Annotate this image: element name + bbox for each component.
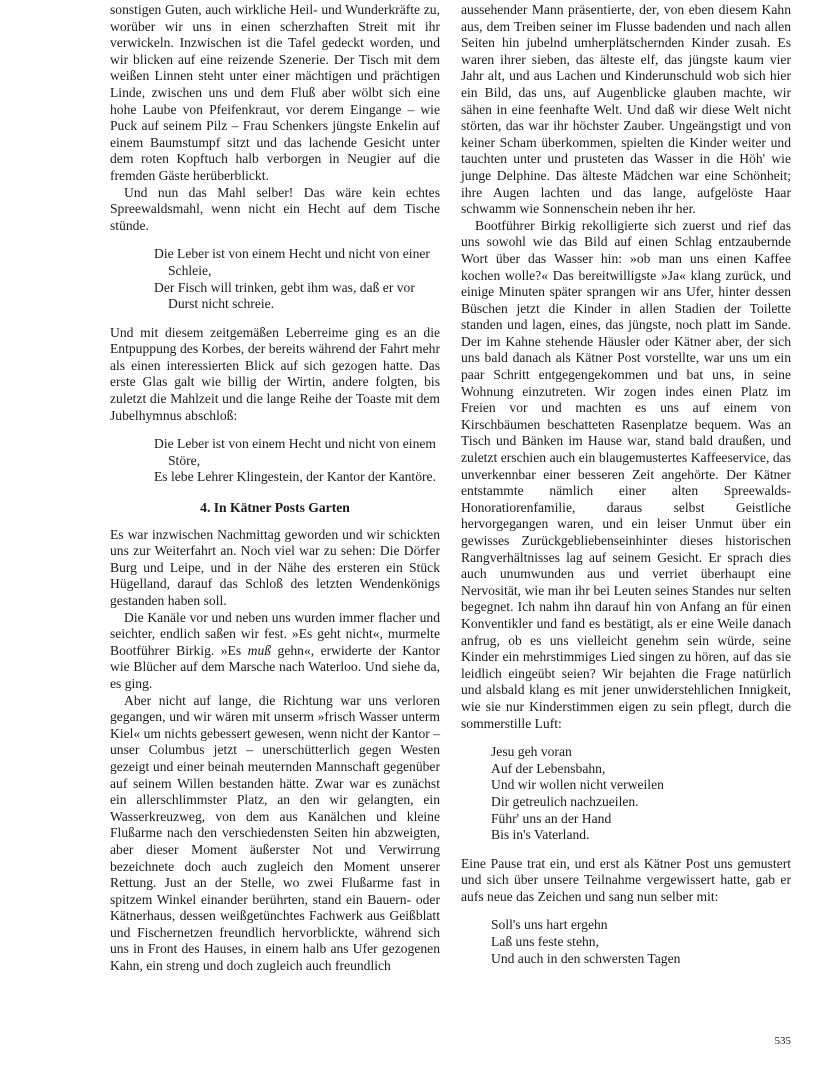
paragraph — [110, 610, 440, 693]
verse-line: Und wir wollen nicht verweilen — [491, 777, 664, 793]
paragraph: Und mit diesem zeitgemäßen Leberreime ging es an die Entpuppung des Korbes, der bereits während der Fahrt mehr als einen interessierten Blick auf sich gezogen hatte. Das erste Glas galt wie billig der Wirtin, andere folgten, bis zuletzt die Mahlzeit und die lange Reihe der Toaste mit dem Jubelhymnus abschloß: — [110, 324, 440, 423]
verse-block — [461, 744, 791, 844]
page-number: 535 — [774, 1035, 791, 1047]
verse-line: Soll's uns hart ergehn — [491, 917, 608, 933]
verse-block — [461, 917, 791, 967]
paragraph: Bootführer Birkig rekolligierte sich zuerst und rief das uns sowohl wie das Bild auf einen Schlag entzaubernde Wort über das Wasser hin: »ob man uns einen Kaffee kochen wolle?« Das bereitwilligste »Ja« klang zurück, und einige Minuten später sprangen wir ans Ufer, hinter dessen Büschen jetzt die Kinder in allen Stadien der Toilette standen und lagen, eines, das jüngste, noch platt im Sande. Der im Kahne stehende Häusler oder Kätner aber, der sich uns bald danach als Kätner Post vorstellte, war uns um ein paar Schritt entgegengekommen und bat uns, in seine Wohnung einzutreten. Wir zogen indes einen Platz im Freien vor und machten es uns auf einem von Kirschbäumen beschatteten Rasenplatze bequem. Was an Tisch und Bänken im Hause war, stand bald draußen, und zuletzt erschien auch ein blaugemustertes Kaffeeservice, das unverkennbar einer besseren Zeit angehörte. Der Kätner entstammte nämlich einer alten Spreewalds-Honoratiorenfamilie, daraus selbst Geistliche hervorgegangen waren, und ein leiser Unmut über ein gewisses Zurückgebliebenseinhinter dieses historischen Rangverhältnisses lag auf seinem Gesicht. Er sprach dies auch unumwunden aus und verriet überhaupt eine Nervosität, wie man ihr bei Leuten seines Standes nur selten begegnet. Ich nahm ihn darauf hin von Anfang an für einen Konventikler und fand es bestätigt, als er eine Weile danach anfrug, ob es uns vielleicht genehm sein würde, seine Kinder ein mehrstimmiges Lied singen zu hören, auf das sie leidlich eingeübt seien? Wir bejahten die Frage natürlich und alsbald klang es mit jener unwiderstehlichen Innigkeit, wie sie nur Kinderstimmen eigen zu sein pflegt, durch die sommerstille Luft: — [461, 217, 791, 731]
verse-line: Auf der Lebensbahn, — [491, 760, 606, 776]
verse-line: Es lebe Lehrer Klingestein, der Kantor der Kantöre. — [154, 469, 436, 485]
verse-line: Jesu geh voran — [491, 744, 572, 760]
left-column — [110, 2, 440, 975]
paragraph: Es war inzwischen Nachmittag geworden und wir schickten uns zur Weiterfahrt an. Noch viel war zu sehen: Die Dörfer Burg und Leipe, und in der Nähe des ersteren ein Stück Hügelland, darauf das Schloß des letzten Wendenkönigs gestanden haben soll. — [110, 526, 440, 608]
paragraph: sonstigen Guten, auch wirkliche Heil- und Wunderkräfte zu, worüber wir uns in einen scherzhaften Streit mit ihr verwickeln. Inzwischen ist die Tafel gedeckt worden, und wir blicken auf eine reizende Szenerie. Der Tisch mit dem weißen Linnen steht unter einer mächtigen und prächtigen Linde, zwischen uns und dem Fluß aber wölbt sich eine hohe Laube von Pfeifenkraut, vor derem Eingange – wie Puck auf seinem Pilz – Frau Schenkers jüngste Enkelin auf einem Baumstumpf sitzt und das lachende Gesicht unter dem roten Kopftuch halb verborgen in Neugier auf die fremden Gäste herüberblickt. — [110, 2, 440, 183]
verse-line: Der Fisch will trinken, gebt ihm was, daß er vor Durst nicht schreie. — [154, 279, 415, 312]
verse-block — [110, 246, 440, 312]
text-run: Die Kanäle vor und neben uns wurden immer flacher und seichter, endlich saßen wir fest. »Es geht nicht«, murmelte Bootführer Birkig. »Es — [110, 609, 440, 658]
verse-line: Und auch in den schwersten Tagen — [491, 950, 681, 966]
paragraph: Eine Pause trat ein, und erst als Kätner Post uns gemustert und sich über unsere Teilnahme vergewissert hatte, gab er aufs neue das Zeichen und sang nun selber mit: — [461, 855, 791, 904]
paragraph: Aber nicht auf lange, die Richtung war uns verloren gegangen, und wir wären mit unserm »frisch Wasser unterm Kiel« um nichts gebessert gewesen, wenn nicht der Kantor – unser Columbus jetzt – unerschütterlich gegen Westen gezeigt und einer beinah meuternden Mannschaft gegenüber auf seinem Willen bestanden hätte. Zwar war es zunächst ein allerschlimmster Platz, an den wir gelangten, ein Wasserkreuzweg, von dem aus Kanälchen und kleine Flußarme nach den verschiedensten Seiten hin abzweigten, aber dieser Moment äußerster Not und Verwirrung bezeichnete doch auch zugleich den Moment unserer Rettung. Just an der Stelle, wo zwei Flußarme fast in spitzem Winkel einander berührten, stand ein Bauern- oder Kätnerhaus, dessen weißgetünchtes Fachwerk aus Geißblatt und Fischernetzen freundlich hervorblickte, während sich uns in Front des Hauses, in einem halb ans Ufer gezogenen Kahn, ein streng und doch zugleich auch freundlich — [110, 692, 440, 974]
right-column — [461, 2, 791, 979]
verse-line: Bis in's Vaterland. — [491, 827, 590, 843]
section-heading: 4. In Kätner Posts Garten — [200, 500, 350, 516]
verse-line: Dir getreulich nachzueilen. — [491, 793, 639, 809]
text-run: gehn«, erwiderte der Kantor wie Blücher auf dem Marsche nach Waterloo. Und siehe da, es ging. — [110, 642, 441, 691]
verse-block — [110, 436, 440, 486]
verse-line: Führ' uns an der Hand — [491, 810, 612, 826]
verse-line: Die Leber ist von einem Hecht und nicht von einem Störe, — [154, 436, 436, 468]
paragraph: Und nun das Mahl selber! Das wäre kein echtes Spreewaldsmahl, wenn nicht ein Hecht auf dem Tische stünde. — [110, 184, 440, 233]
emphasis: muß — [247, 642, 272, 658]
verse-line: Die Leber ist von einem Hecht und nicht von einer Schleie, — [154, 246, 430, 278]
verse-line: Laß uns feste stehn, — [491, 934, 599, 950]
paragraph: aussehender Mann präsentierte, der, von eben diesem Kahn aus, dem Treiben seiner im Flusse badenden und nach allen Seiten hin jubelnd umherplätschernden Kinder zusah. Es waren ihrer sieben, das älteste elf, das jüngste kaum vier Jahr alt, und aus Lachen und Kinderunschuld wob sich hier ein Bild, das uns, auf Augenblicke glauben machte, wir sähen in eine feenhafte Welt. Und daß wir diese Welt nicht störten, das war ihr höchster Zauber. Ungeängstigt und von keiner Scham überkommen, spielten die Kinder weiter und tauchten unter und prusteten das Wasser in die Höh' wie junge Delphine. Das älteste Mädchen war eine Schönheit; ihre Augen lachten und das lange, aufgelöste Haar schwamm wie Sonnenschein neben ihr her. — [461, 2, 791, 217]
